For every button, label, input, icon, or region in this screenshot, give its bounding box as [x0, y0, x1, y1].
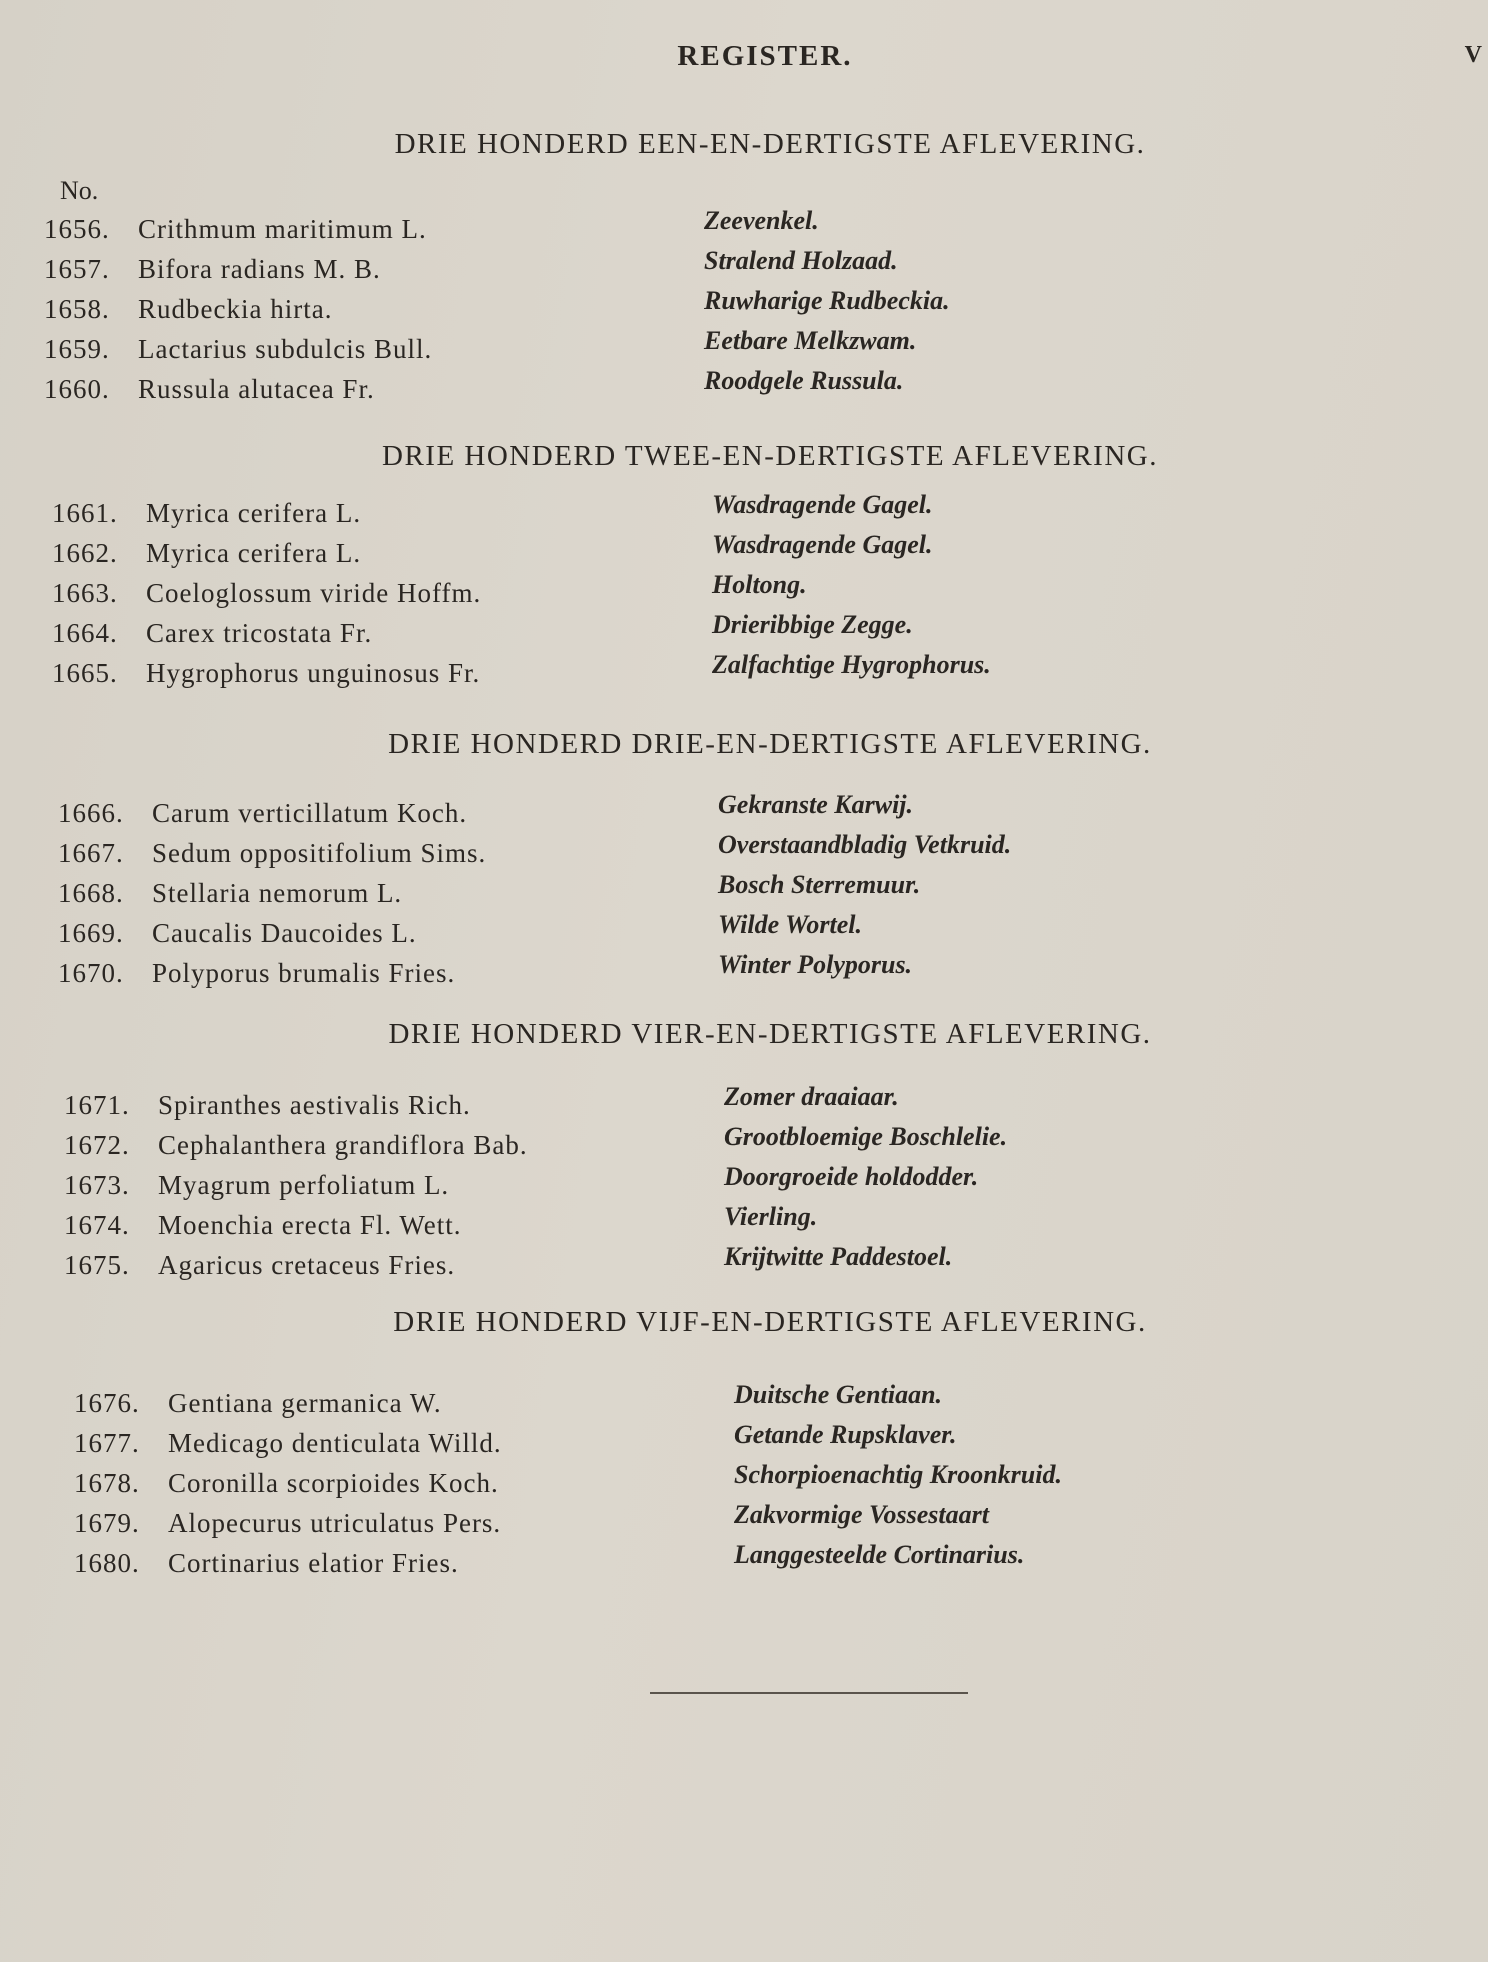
dutch-name: Duitsche Gentiaan.	[734, 1380, 943, 1409]
dutch-name: Bosch Sterremuur.	[718, 870, 921, 899]
scientific-name: Myrica cerifera L.	[146, 538, 362, 568]
scientific-name: Bifora radians M. B.	[138, 254, 381, 284]
dutch-name: Stralend Holzaad.	[704, 246, 898, 275]
entry-number: 1675.	[64, 1250, 130, 1280]
list-item	[44, 366, 1488, 414]
entry-number: 1660.	[44, 374, 110, 404]
entry-number: 1680.	[74, 1548, 140, 1578]
dutch-name: Schorpioenachtig Kroonkruid.	[734, 1460, 1062, 1489]
dutch-name: Ruwharige Rudbeckia.	[704, 286, 950, 315]
entry-list	[58, 790, 1488, 998]
entry-number: 1667.	[58, 838, 124, 868]
entry-number: 1669.	[58, 918, 124, 948]
dutch-name: Zalfachtige Hygrophorus.	[712, 650, 991, 679]
entry-list	[52, 490, 1488, 698]
entry-list	[64, 1082, 1488, 1290]
scientific-name: Sedum oppositifolium Sims.	[152, 838, 487, 868]
dutch-name: Wasdragende Gagel.	[712, 490, 933, 519]
scientific-name: Agaricus cretaceus Fries.	[158, 1250, 456, 1280]
entry-number: 1664.	[52, 618, 118, 648]
scientific-name: Carum verticillatum Koch.	[152, 798, 468, 828]
section-heading: DRIE HONDERD EEN-EN-DERTIGSTE AFLEVERING.	[394, 128, 1146, 160]
entry-list	[44, 206, 1488, 414]
dutch-name: Vierling.	[724, 1202, 818, 1231]
dutch-name: Roodgele Russula.	[704, 366, 904, 395]
scientific-name: Russula alutacea Fr.	[138, 374, 375, 404]
entry-number: 1676.	[74, 1388, 140, 1418]
scientific-name: Moenchia erecta Fl. Wett.	[158, 1210, 462, 1240]
scientific-name: Cortinarius elatior Fries.	[168, 1548, 459, 1578]
entry-number: 1661.	[52, 498, 118, 528]
scientific-name: Rudbeckia hirta.	[138, 294, 333, 324]
dutch-name: Doorgroeide holdodder.	[724, 1162, 979, 1191]
entry-number: 1674.	[64, 1210, 130, 1240]
dutch-name: Grootbloemige Boschlelie.	[724, 1122, 1008, 1151]
dutch-name: Holtong.	[712, 570, 807, 599]
scientific-name: Hygrophorus unguinosus Fr.	[146, 658, 481, 688]
scientific-name: Coeloglossum viride Hoffm.	[146, 578, 482, 608]
entry-number: 1657.	[44, 254, 110, 284]
scientific-name: Carex tricostata Fr.	[146, 618, 373, 648]
entry-number: 1659.	[44, 334, 110, 364]
scientific-name: Myagrum perfoliatum L.	[158, 1170, 450, 1200]
section-heading: DRIE HONDERD DRIE-EN-DERTIGSTE AFLEVERING.	[388, 728, 1152, 760]
section-heading: DRIE HONDERD TWEE-EN-DERTIGSTE AFLEVERING.	[382, 440, 1158, 472]
entry-number: 1679.	[74, 1508, 140, 1538]
scientific-name: Medicago denticulata Willd.	[168, 1428, 502, 1458]
scientific-name: Cephalanthera grandiflora Bab.	[158, 1130, 528, 1160]
entry-list	[74, 1380, 1488, 1588]
entry-number: 1663.	[52, 578, 118, 608]
page-title: REGISTER.	[677, 40, 853, 72]
scientific-name: Coronilla scorpioides Koch.	[168, 1468, 499, 1498]
scientific-name: Polyporus brumalis Fries.	[152, 958, 456, 988]
scientific-name: Myrica cerifera L.	[146, 498, 362, 528]
closing-rule	[650, 1692, 968, 1694]
dutch-name: Krijtwitte Paddestoel.	[724, 1242, 953, 1271]
list-item	[74, 1540, 1488, 1588]
scientific-name: Stellaria nemorum L.	[152, 878, 403, 908]
dutch-name: Wasdragende Gagel.	[712, 530, 933, 559]
entry-number: 1672.	[64, 1130, 130, 1160]
section-heading: DRIE HONDERD VIER-EN-DERTIGSTE AFLEVERING.	[388, 1018, 1152, 1050]
scientific-name: Spiranthes aestivalis Rich.	[158, 1090, 471, 1120]
scientific-name: Alopecurus utriculatus Pers.	[168, 1508, 502, 1538]
scientific-name: Lactarius subdulcis Bull.	[138, 334, 433, 364]
entry-number: 1668.	[58, 878, 124, 908]
entry-number: 1666.	[58, 798, 124, 828]
dutch-name: Wilde Wortel.	[718, 910, 862, 939]
dutch-name: Overstaandbladig Vetkruid.	[718, 830, 1012, 859]
page-signature-marker: V	[1464, 42, 1482, 68]
dutch-name: Gekranste Karwij.	[718, 790, 914, 819]
entry-number: 1658.	[44, 294, 110, 324]
scientific-name: Caucalis Daucoides L.	[152, 918, 417, 948]
number-column-label: No.	[60, 176, 99, 205]
entry-number: 1662.	[52, 538, 118, 568]
list-item	[64, 1242, 1488, 1290]
entry-number: 1670.	[58, 958, 124, 988]
section-heading: DRIE HONDERD VIJF-EN-DERTIGSTE AFLEVERING.	[393, 1306, 1147, 1338]
dutch-name: Zomer draaiaar.	[724, 1082, 899, 1111]
dutch-name: Zakvormige Vossestaart	[734, 1500, 989, 1529]
list-item	[52, 650, 1488, 698]
entry-number: 1656.	[44, 214, 110, 244]
scientific-name: Crithmum maritimum L.	[138, 214, 427, 244]
dutch-name: Winter Polyporus.	[718, 950, 913, 979]
entry-number: 1671.	[64, 1090, 130, 1120]
entry-number: 1673.	[64, 1170, 130, 1200]
dutch-name: Drieribbige Zegge.	[712, 610, 913, 639]
scientific-name: Gentiana germanica W.	[168, 1388, 442, 1418]
list-item	[58, 950, 1488, 998]
dutch-name: Zeevenkel.	[704, 206, 819, 235]
dutch-name: Langgesteelde Cortinarius.	[734, 1540, 1025, 1569]
entry-number: 1677.	[74, 1428, 140, 1458]
dutch-name: Getande Rupsklaver.	[734, 1420, 957, 1449]
dutch-name: Eetbare Melkzwam.	[704, 326, 917, 355]
entry-number: 1665.	[52, 658, 118, 688]
entry-number: 1678.	[74, 1468, 140, 1498]
